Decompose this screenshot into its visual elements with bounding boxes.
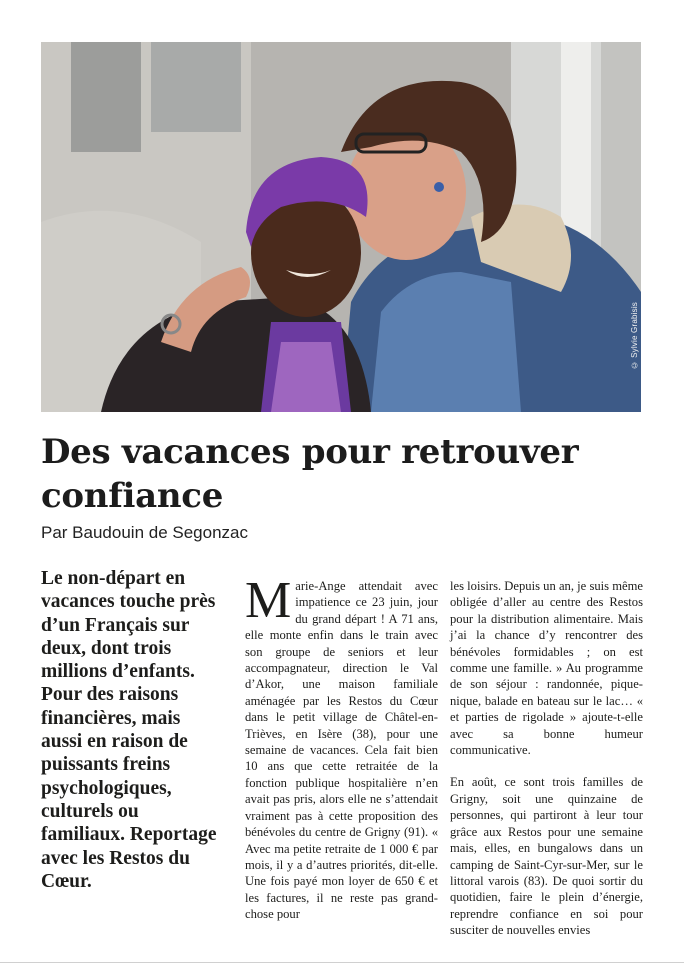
article-column-2 — [450, 578, 643, 939]
drop-cap: M — [245, 572, 292, 629]
column-1-text: arie-Ange attendait avec impatience ce 23 juin, jour du grand départ ! A 71 ans, elle monte enfin dans le train avec son groupe de seniors et leur accompagnateur, direction le Val d’Akor, une maison familiale aménagée par les Restos du Cœur dans le petit village de Châtel-en-Trièves, en Isère (38), pour une semaine de vacances. Cela fait bien 10 ans que cette retraitée de la fonction publique hospitalière n’en avait pas pris, alors elle ne s’attendait vraiment pas à cette proposition des bénévoles du centre de Grigny (91). « Avec ma petite retraite de 1 000 € par mois, il y a d’autres priorités, dit-elle. Une fois payé mon loyer de 650 € et les factures, il ne reste pas grand-chose pour — [245, 579, 438, 922]
article-column-1 — [245, 572, 438, 923]
article-photo — [41, 42, 641, 412]
photo-credit: © Sylvie Grabisis — [630, 302, 639, 370]
column-2-paragraph-2: En août, ce sont trois familles de Grigny, soit une quinzaine de personnes, qui partiront à leur tour grâce aux Restos pour une semaine mais, elles, en bungalows dans un camping de Saint-Cyr-sur-Mer, sur le littoral varois (83). De quoi sortir du quotidien, faire le plein d’énergie, reprendre confiance en soi pour susciter de nouvelles envies — [450, 775, 643, 938]
article-byline: Par Baudouin de Segonzac — [41, 523, 248, 542]
article-title: Des vacances pour retrouver confiance — [41, 432, 579, 516]
column-2-paragraph-1: les loisirs. Depuis un an, je suis même obligée d’aller au centre des Restos pour la distribution alimentaire. Mais j’ai la chance d’y rencontrer des bénévoles formidables ; on est comme une famille. » Au programme de son séjour : randonnée, pique-nique, balade en bateau sur le lac… « et parties de rigolade » ajoute-t-elle avec sa bonne humeur communicative. — [450, 579, 643, 758]
page-bottom-divider — [0, 962, 684, 963]
article-lede: Le non-départ en vacances touche près d’un Français sur deux, dont trois millions d’enfants. Pour des raisons financières, mais aussi en raison de puissants freins psychologiques, culturels ou familiaux. Reportage avec les Restos du Cœur. — [41, 568, 217, 892]
photo-two-women-hugging — [41, 42, 641, 412]
